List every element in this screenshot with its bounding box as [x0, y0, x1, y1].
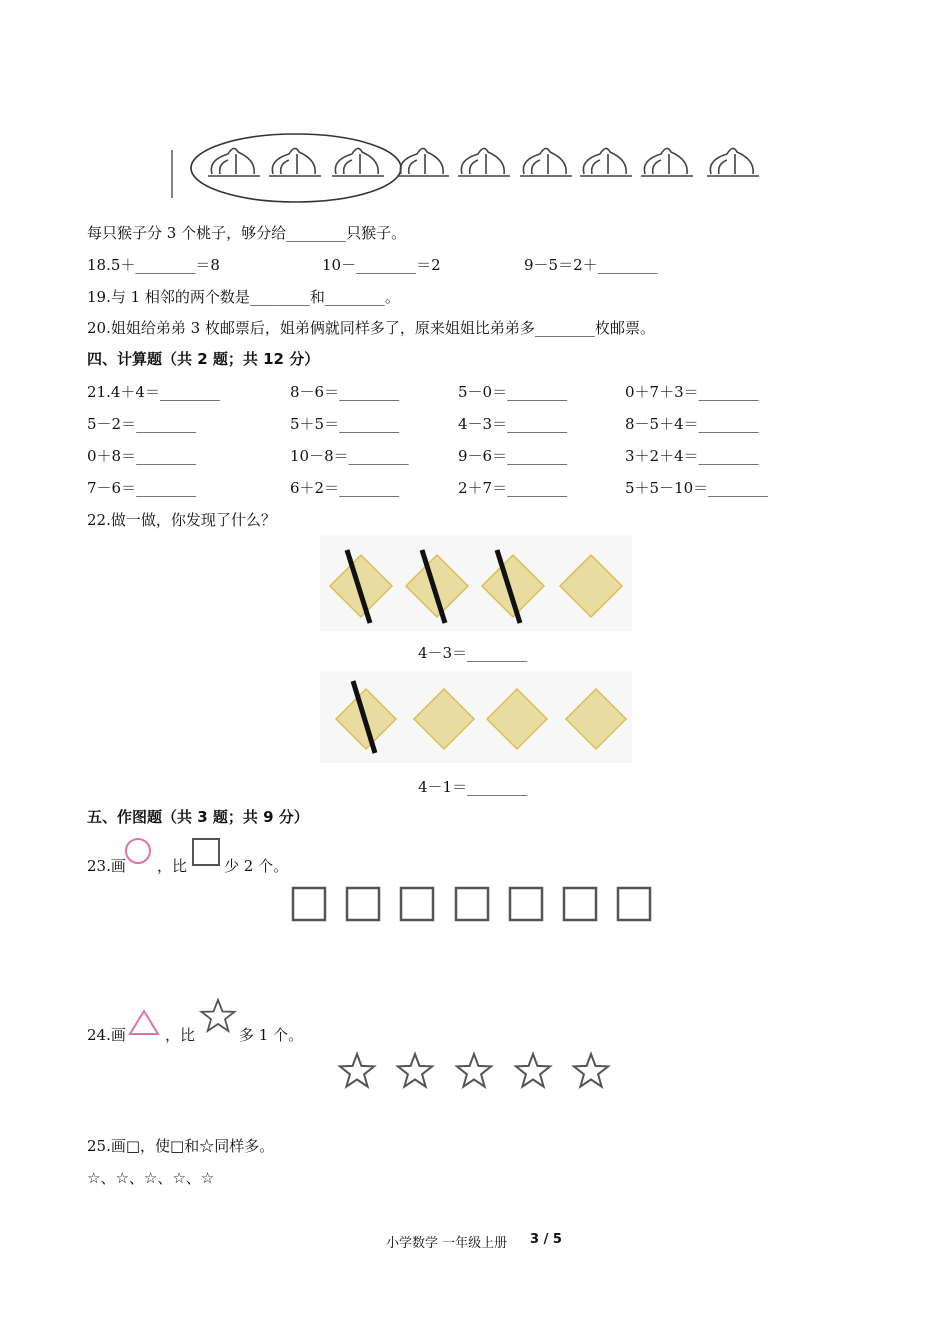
- calc-2-2: 9－6＝________: [458, 447, 568, 465]
- diamond-group-1: [320, 535, 632, 631]
- section-5-heading: 五、作图题（共 3 题；共 9 分）: [87, 808, 309, 826]
- calc-3-2: 2＋7＝________: [458, 479, 568, 497]
- star-row: [336, 1050, 636, 1094]
- question-24-prefix: 24.画: [87, 1026, 126, 1044]
- peach-sketch: [580, 148, 632, 176]
- circle-icon: [124, 837, 154, 867]
- peach-sketch: [641, 148, 693, 176]
- footer-page-number: 3 / 5: [530, 1232, 562, 1247]
- question-20: 20.姐姐给弟弟 3 枚邮票后，姐弟俩就同样多了，原来姐姐比弟弟多________枚邮票。: [87, 319, 655, 337]
- calc-1-2: 4－3＝________: [458, 415, 568, 433]
- question-24-suffix: 多 1 个。: [239, 1026, 304, 1044]
- question-25: 25.画□，使□和☆同样多。: [87, 1137, 275, 1155]
- question-24-mid: ，比: [165, 1026, 196, 1044]
- star-shape: [340, 1054, 374, 1087]
- calc-3-0: 7－6＝________: [87, 479, 197, 497]
- peach-sketch: [458, 148, 510, 176]
- question-23-mid: ，比: [157, 857, 188, 875]
- calc-0-3: 0＋7＋3＝________: [625, 383, 759, 401]
- question-17: 每只猴子分 3 个桃子，够分给________只猴子。: [87, 224, 407, 242]
- question-25-stars: ☆、☆、☆、☆、☆: [87, 1169, 215, 1187]
- question-19: 19.与 1 相邻的两个数是________和________。: [87, 288, 400, 306]
- peach-sketch: [707, 148, 759, 176]
- diamond-group-2: [320, 671, 632, 763]
- calc-0-0: 21.4＋4＝________: [87, 383, 220, 401]
- calc-1-1: 5＋5＝________: [290, 415, 400, 433]
- calc-1-3: 8－5＋4＝________: [625, 415, 759, 433]
- square-shape: [564, 888, 596, 920]
- peach-sketch: [397, 148, 449, 176]
- calc-2-3: 3＋2＋4＝________: [625, 447, 759, 465]
- peach-sketch: [208, 148, 260, 176]
- question-23-suffix: 少 2 个。: [224, 857, 289, 875]
- calc-0-2: 5－0＝________: [458, 383, 568, 401]
- star-shape: [574, 1054, 608, 1087]
- calc-0-1: 8－6＝________: [290, 383, 400, 401]
- star-shape: [398, 1054, 432, 1087]
- square-icon: [192, 838, 222, 868]
- square-shape: [618, 888, 650, 920]
- footer-title: 小学数学 一年级上册: [386, 1236, 508, 1251]
- peach-sketch: [269, 148, 321, 176]
- peach-sketch: [520, 148, 572, 176]
- question-22-eq2: 4－1＝________: [418, 778, 528, 796]
- square-shape: [456, 888, 488, 920]
- calc-2-0: 0＋8＝________: [87, 447, 197, 465]
- calc-3-3: 5＋5－10＝________: [625, 479, 769, 497]
- question-23-prefix: 23.画: [87, 857, 126, 875]
- square-shape: [347, 888, 379, 920]
- question-18-c: 9－5＝2＋________: [524, 256, 658, 274]
- peach-illustration: [0, 0, 950, 210]
- square-shape: [293, 888, 325, 920]
- square-shape: [401, 888, 433, 920]
- star-icon: [200, 998, 236, 1034]
- question-22: 22.做一做，你发现了什么？: [87, 511, 276, 529]
- calc-3-1: 6＋2＝________: [290, 479, 400, 497]
- star-shape: [516, 1054, 550, 1087]
- question-22-eq1: 4－3＝________: [418, 644, 528, 662]
- calc-1-0: 5－2＝________: [87, 415, 197, 433]
- question-18-a: 18.5＋________＝8: [87, 256, 220, 274]
- peach-sketch: [332, 148, 384, 176]
- square-shape: [510, 888, 542, 920]
- question-18-b: 10－________＝2: [322, 256, 441, 274]
- star-shape: [457, 1054, 491, 1087]
- triangle-icon: [128, 1008, 162, 1038]
- square-row: [290, 885, 670, 925]
- calc-2-1: 10－8＝________: [290, 447, 409, 465]
- section-4-heading: 四、计算题（共 2 题；共 12 分）: [87, 350, 320, 368]
